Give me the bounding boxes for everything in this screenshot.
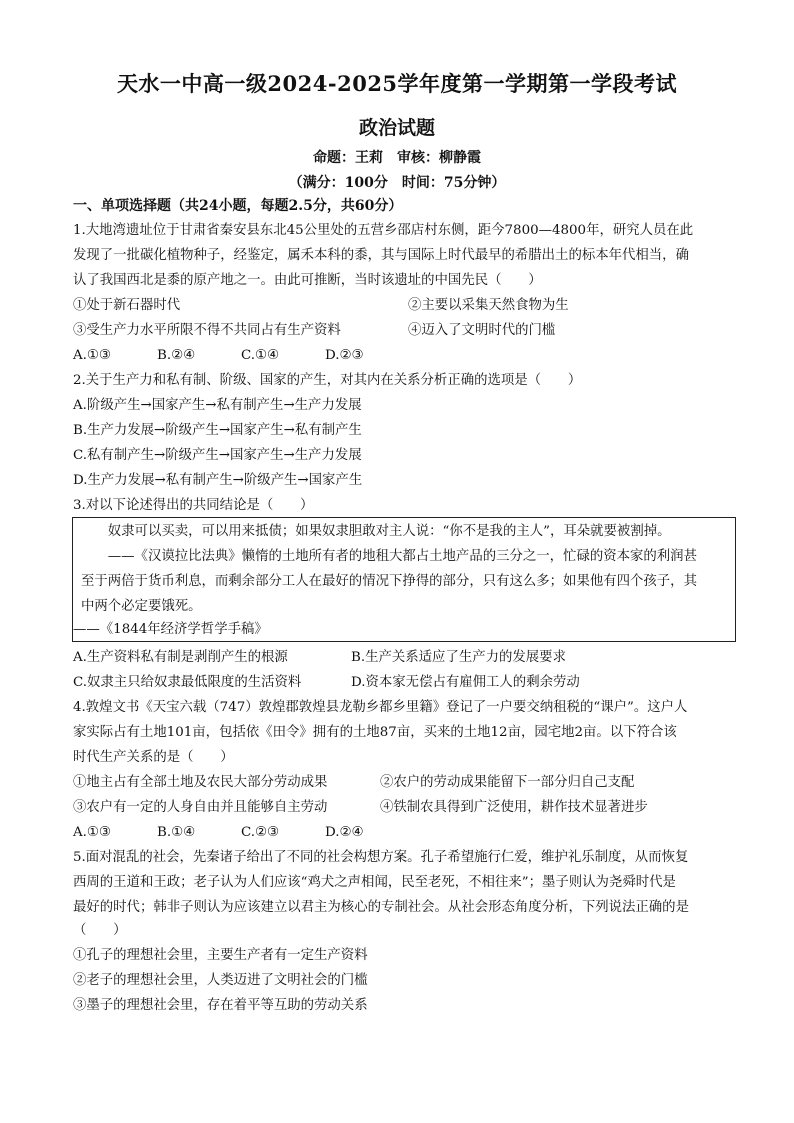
- q2-choice-d[interactable]: D.生产力发展→私有制产生→阶级产生→国家产生: [73, 473, 363, 488]
- q5-option: ①孔子的理想社会里，主要生产者有一定生产资料: [73, 948, 368, 963]
- q1-stem-line: 1.大地湾遗址位于甘肃省秦安县东北45公里处的五营乡邵店村东侧，距今7800—4800年，研究人员在此: [73, 223, 694, 238]
- q5-option: ③墨子的理想社会里，存在着平等互助的劳动关系: [73, 998, 368, 1013]
- q3-quote-line: 中两个必定要饿死。: [81, 599, 202, 614]
- q3-choice-b[interactable]: B.生产关系适应了生产力的发展要求: [351, 650, 566, 665]
- q4-choices: [73, 823, 409, 843]
- q3-quote-line: 至于两倍于货币利息，而剩余部分工人在最好的情况下挣得的部分，只有这么多；如果他有四个孩子，其: [81, 574, 697, 589]
- q1-choice-d[interactable]: D.②③: [325, 348, 364, 363]
- q4-stem-line: 4.敦煌文书《天宝六载（747）敦煌郡敦煌县龙勒乡都乡里籍》登记了一户要交纳租税的“课户”。这户人: [73, 700, 688, 715]
- q3-choice-a[interactable]: A.生产资料私有制是剥削产生的根源: [73, 650, 288, 665]
- q2-choice-c[interactable]: C.私有制产生→阶级产生→国家产生→生产力发展: [73, 448, 362, 463]
- q4-choice-a[interactable]: A.①③: [73, 825, 111, 840]
- q4-option: ③农户有一定的人身自由并且能够自主劳动: [73, 800, 328, 815]
- q1-option: ④迈入了文明时代的门槛: [408, 323, 556, 338]
- q4-option: ①地主占有全部土地及农民大部分劳动成果: [73, 775, 328, 790]
- q1-stem-line: 认了我国西北是黍的原产地之一。由此可推断，当时该遗址的中国先民（ ）: [73, 273, 542, 288]
- q5-option: ②老子的理想社会里，人类迈进了文明社会的门槛: [73, 973, 368, 988]
- q4-option: ②农户的劳动成果能留下一部分归自己支配: [380, 775, 635, 790]
- q1-option: ①处于新石器时代: [73, 298, 181, 313]
- q1-choice-b[interactable]: B.②④: [157, 348, 196, 363]
- q1-stem-line: 发现了一批碳化植物种子，经鉴定，属禾本科的黍，其与国际上时代最早的希腊出土的标本年代相当，确: [73, 248, 689, 263]
- q1-option: ②主要以采集天然食物为生: [408, 298, 569, 313]
- q2-choice-b[interactable]: B.生产力发展→阶级产生→国家产生→私有制产生: [73, 423, 362, 438]
- q4-choice-b[interactable]: B.①④: [157, 825, 196, 840]
- q3-quote-line: ——《汉谟拉比法典》懒惰的土地所有者的地租大都占土地产品的三分之一，忙碌的资本家的利润甚: [81, 549, 697, 564]
- q5-stem-line: 西周的王道和王政；老子认为人们应该“鸡犬之声相闻，民至老死，不相往来”；墨子则认为尧舜时代是: [73, 875, 676, 890]
- q3-quote-source: ——《1844年经济学哲学手稿》: [73, 622, 268, 637]
- q3-quote-line: 奴隶可以买卖，可以用来抵债；如果奴隶胆敢对主人说：“你不是我的主人”，耳朵就要被割掉。: [81, 524, 671, 539]
- q3-stem: 3.对以下论述得出的共同结论是（ ）: [73, 498, 314, 513]
- q3-choice-d[interactable]: D.资本家无偿占有雇佣工人的剩余劳动: [351, 675, 580, 690]
- q4-stem-line: 时代生产关系的是（ ）: [73, 750, 234, 765]
- q4-stem-line: 家实际占有土地101亩，包括依《田令》拥有的土地87亩，买来的土地12亩，园宅地2亩。以下符合该: [73, 725, 677, 740]
- q3-quote-box: [72, 517, 736, 642]
- q1-choices: [73, 346, 409, 366]
- q5-stem-line: 最好的时代；韩非子则认为应该建立以君主为核心的专制社会。从社会形态角度分析，下列说法正确的是: [73, 900, 689, 915]
- q5-stem-line: 5.面对混乱的社会，先秦诸子给出了不同的社会构想方案。孔子希望施行仁爱，维护礼乐制度，从而恢复: [73, 850, 689, 865]
- exam-title: 天水一中高一级2024-2025学年度第一学期第一学段考试: [116, 71, 678, 96]
- score-time-line: （满分：100分 时间：75分钟）: [288, 175, 506, 191]
- q2-choice-a[interactable]: A.阶级产生→国家产生→私有制产生→生产力发展: [73, 398, 362, 413]
- q4-choice-d[interactable]: D.②④: [325, 825, 364, 840]
- authors-line: 命题：王莉 审核：柳静霞: [313, 150, 481, 166]
- q2-stem: 2.关于生产力和私有制、阶级、国家的产生，对其内在关系分析正确的选项是（ ）: [73, 373, 582, 388]
- q5-stem-line: （ ）: [73, 923, 127, 938]
- section-heading: 一、单项选择题（共24小题，每题2.5分，共60分）: [73, 198, 403, 214]
- subject-title: 政治试题: [358, 117, 435, 139]
- q4-choice-c[interactable]: C.②③: [241, 825, 280, 840]
- q3-choice-c[interactable]: C.奴隶主只给奴隶最低限度的生活资料: [73, 675, 302, 690]
- q1-option: ③受生产力水平所限不得不共同占有生产资料: [73, 323, 341, 338]
- q1-choice-a[interactable]: A.①③: [73, 348, 111, 363]
- q4-option: ④铁制农具得到广泛使用，耕作技术显著进步: [380, 800, 648, 815]
- q1-choice-c[interactable]: C.①④: [241, 348, 280, 363]
